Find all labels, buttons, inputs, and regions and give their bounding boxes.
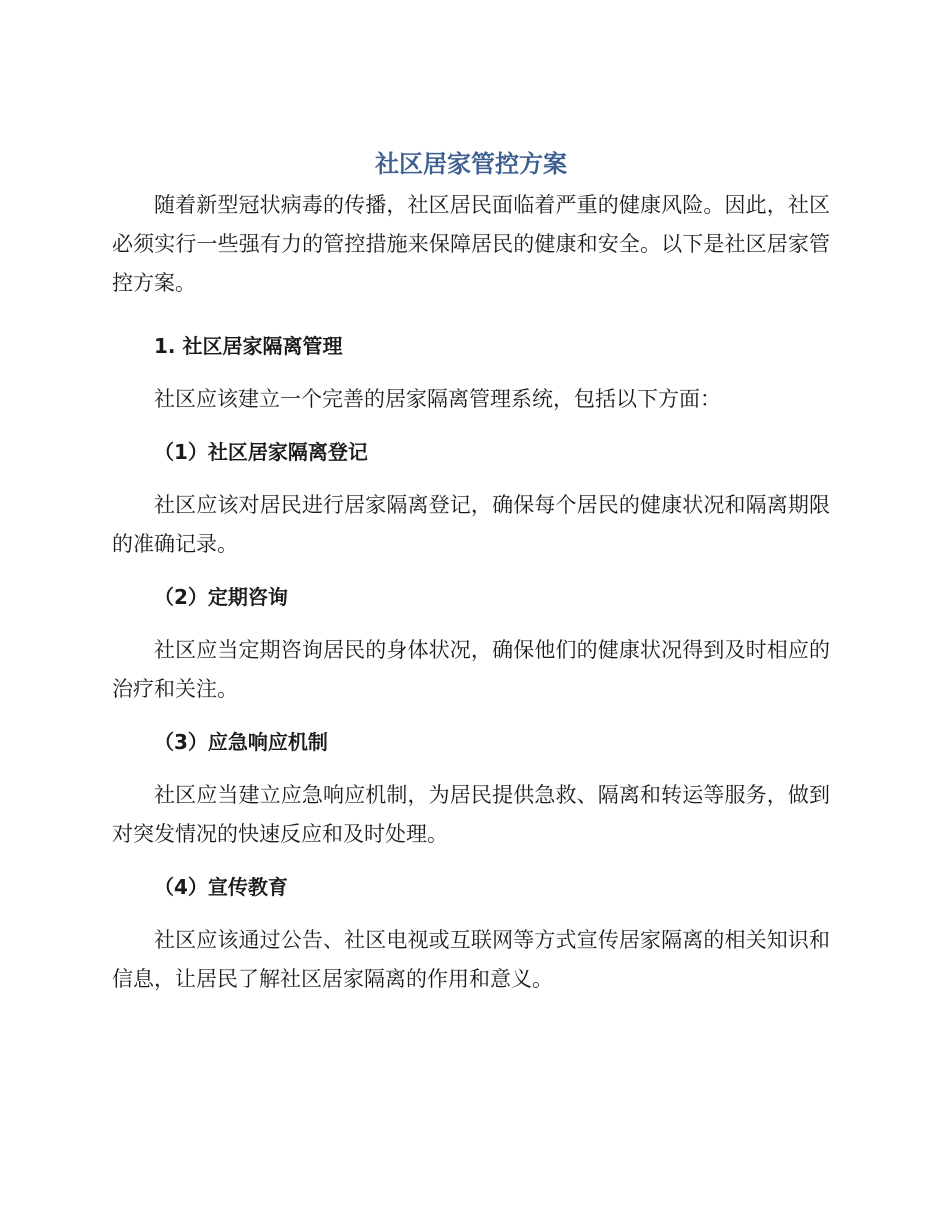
section-heading: 1. 社区居家隔离管理 <box>154 334 343 358</box>
document-page <box>112 144 830 999</box>
item-paragraph-3: 社区应当建立应急响应机制，为居民提供急救、隔离和转运等服务，做到对突发情况的快速反应和及时处理。 <box>112 783 830 846</box>
document-title: 社区居家管控方案 <box>375 150 567 178</box>
item-paragraph-4: 社区应该通过公告、社区电视或互联网等方式宣传居家隔离的相关知识和信息，让居民了解社区居家隔离的作用和意义。 <box>112 928 830 991</box>
section-lead-paragraph: 社区应该建立一个完善的居家隔离管理系统，包括以下方面： <box>154 387 721 411</box>
item-heading-4: （4）宣传教育 <box>154 875 288 899</box>
item-heading-1: （1）社区居家隔离登记 <box>154 440 368 464</box>
item-paragraph-2: 社区应当定期咨询居民的身体状况，确保他们的健康状况得到及时相应的治疗和关注。 <box>112 638 830 701</box>
intro-paragraph: 随着新型冠状病毒的传播，社区居民面临着严重的健康风险。因此，社区必须实行一些强有力的管控措施来保障居民的健康和安全。以下是社区居家管控方案。 <box>112 193 830 295</box>
item-heading-3: （3）应急响应机制 <box>154 730 328 754</box>
item-heading-2: （2）定期咨询 <box>154 585 288 609</box>
item-paragraph-1: 社区应该对居民进行居家隔离登记，确保每个居民的健康状况和隔离期限的准确记录。 <box>112 493 830 556</box>
